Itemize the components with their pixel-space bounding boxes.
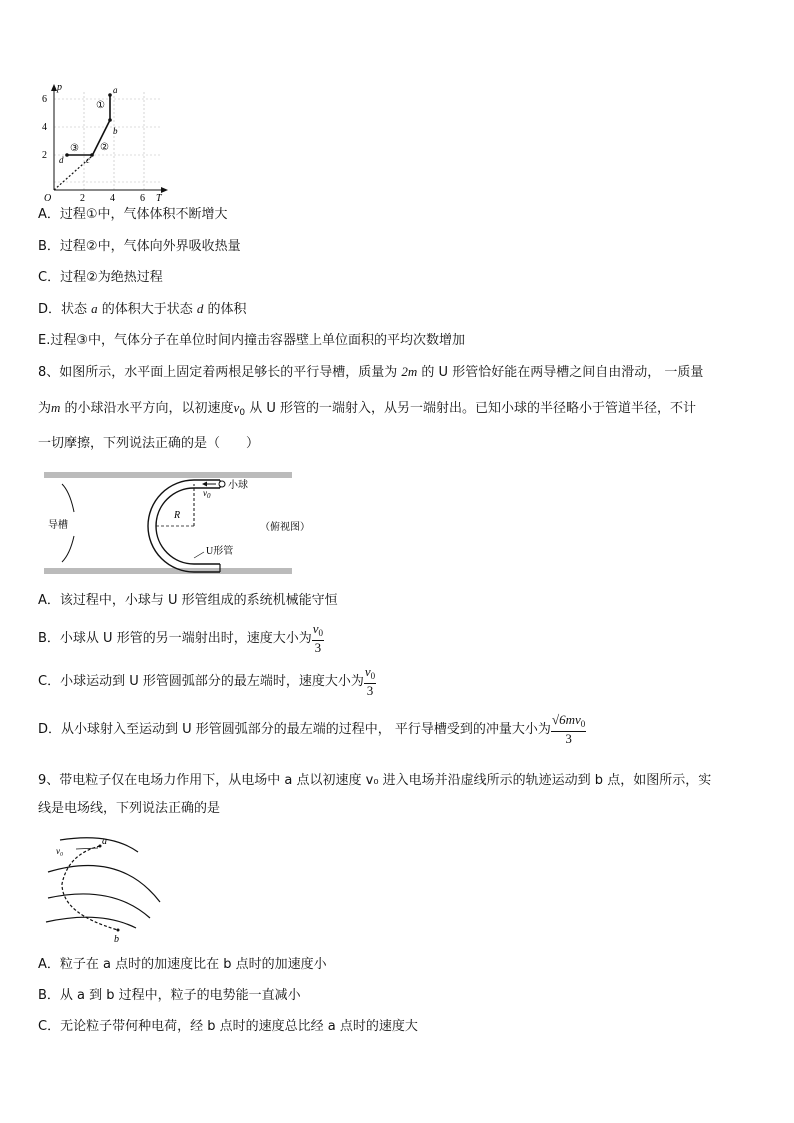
q8-option-c: C．小球运动到 U 形管圆弧部分的最左端时，速度大小为 $\frac{v_0}{3}$ [38,664,376,698]
radius-label: R [174,510,181,521]
q8-stem-line-3: 一切摩擦，下列说法正确的是（ ） [38,436,260,451]
x-tick: 2 [80,193,85,202]
q9-stem-line-2: 线是电场线，下列说法正确的是 [38,801,221,816]
q7-option-e: E.过程③中，气体分子在单位时间内撞击容器壁上单位面积的平均次数增加 [38,333,466,348]
field-line-4 [46,917,136,928]
q9-option-b: B．从 a 到 b 过程中，粒子的电势能一直减小 [38,988,301,1003]
q8-stem-line-2: 为m 的小球沿水平方向，以初速度$v_0$ 从 U 形管的一端射入，从另一端射出。已知小球的半径略小于管道半径，不计 [38,400,696,418]
q8-option-b: B．小球从 U 形管的另一端射出时，速度大小为 $\frac{v_0}{3}$ [38,621,323,655]
field-line-2 [48,865,160,902]
u-tube-figure [44,468,344,578]
y-tick: 2 [42,150,47,161]
ball-label: 小球 [228,480,248,491]
v0-label: v₀ [56,846,64,856]
y-tick: 6 [42,94,47,105]
q7-option-b: B．过程②中，气体向外界吸收热量 [38,239,241,254]
point-d-label: d [59,155,64,165]
process-3-label: ③ [70,143,79,154]
fraction: $\frac{v_0}{3}$ [312,621,323,655]
field-line-1 [60,838,138,852]
point-a-label: a [102,836,107,847]
point-c-label: c [86,155,90,165]
point-a-label: a [113,85,118,95]
q8-option-a: A．该过程中，小球与 U 形管组成的系统机械能守恒 [38,593,338,608]
tube-label: U形管 [206,546,234,557]
q9-option-a: A．粒子在 a 点时的加速度比在 b 点时的加速度小 [38,957,327,972]
process-1-label: ① [96,100,105,111]
t-axis-label: T [156,193,162,202]
ball [219,481,225,487]
initial-velocity-arrow [76,848,98,849]
view-label: （俯视图） [260,522,310,533]
q7-option-a: A．过程①中，气体体积不断增大 [38,207,228,222]
field-line-3 [48,894,150,918]
fraction: $\frac{√6mv_0}{3}$ [551,712,586,746]
q7-option-d: D．状态 a 的体积大于状态 d 的体积 [38,301,247,317]
y-tick: 4 [42,122,47,133]
fraction: $\frac{v_0}{3}$ [364,664,376,698]
q7-option-c: C．过程②为绝热过程 [38,270,163,285]
x-tick: 4 [110,193,115,202]
guide-bracket-bottom [62,536,74,562]
q8-stem-line-1: 8、如图所示，水平面上固定着两根足够长的平行导槽，质量为 2m 的 U 形管恰好能在两导槽之间自由滑动， 一质量 [38,364,704,380]
guide-rail-bottom [44,568,292,574]
point-b-label: b [114,934,119,944]
velocity-label: $v_0$ [203,488,211,500]
p-axis-label: p [57,82,62,93]
field-lines-figure [40,832,170,944]
guide-bracket-top [62,484,74,512]
origin-label: O [44,193,52,202]
x-tick: 6 [140,193,145,202]
guide-label: 导槽 [48,520,68,531]
process-2-label: ② [100,142,109,153]
guide-rail-top [44,472,292,478]
q8-option-d: D．从小球射入至运动到 U 形管圆弧部分的最左端的过程中， 平行导槽受到的冲量大小为 $\frac{√6mv_0}{3}$ [38,712,586,746]
q9-stem-line-1: 9、带电粒子仅在电场力作用下，从电场中 a 点以初速度 v₀ 进入电场并沿虚线所示的轨迹运动到 b 点，如图所示，实 [38,773,712,788]
point-b-label: b [113,126,118,136]
q9-option-c: C．无论粒子带何种电荷，经 b 点时的速度总比经 a 点时的速度大 [38,1019,418,1034]
pt-graph [40,80,170,202]
